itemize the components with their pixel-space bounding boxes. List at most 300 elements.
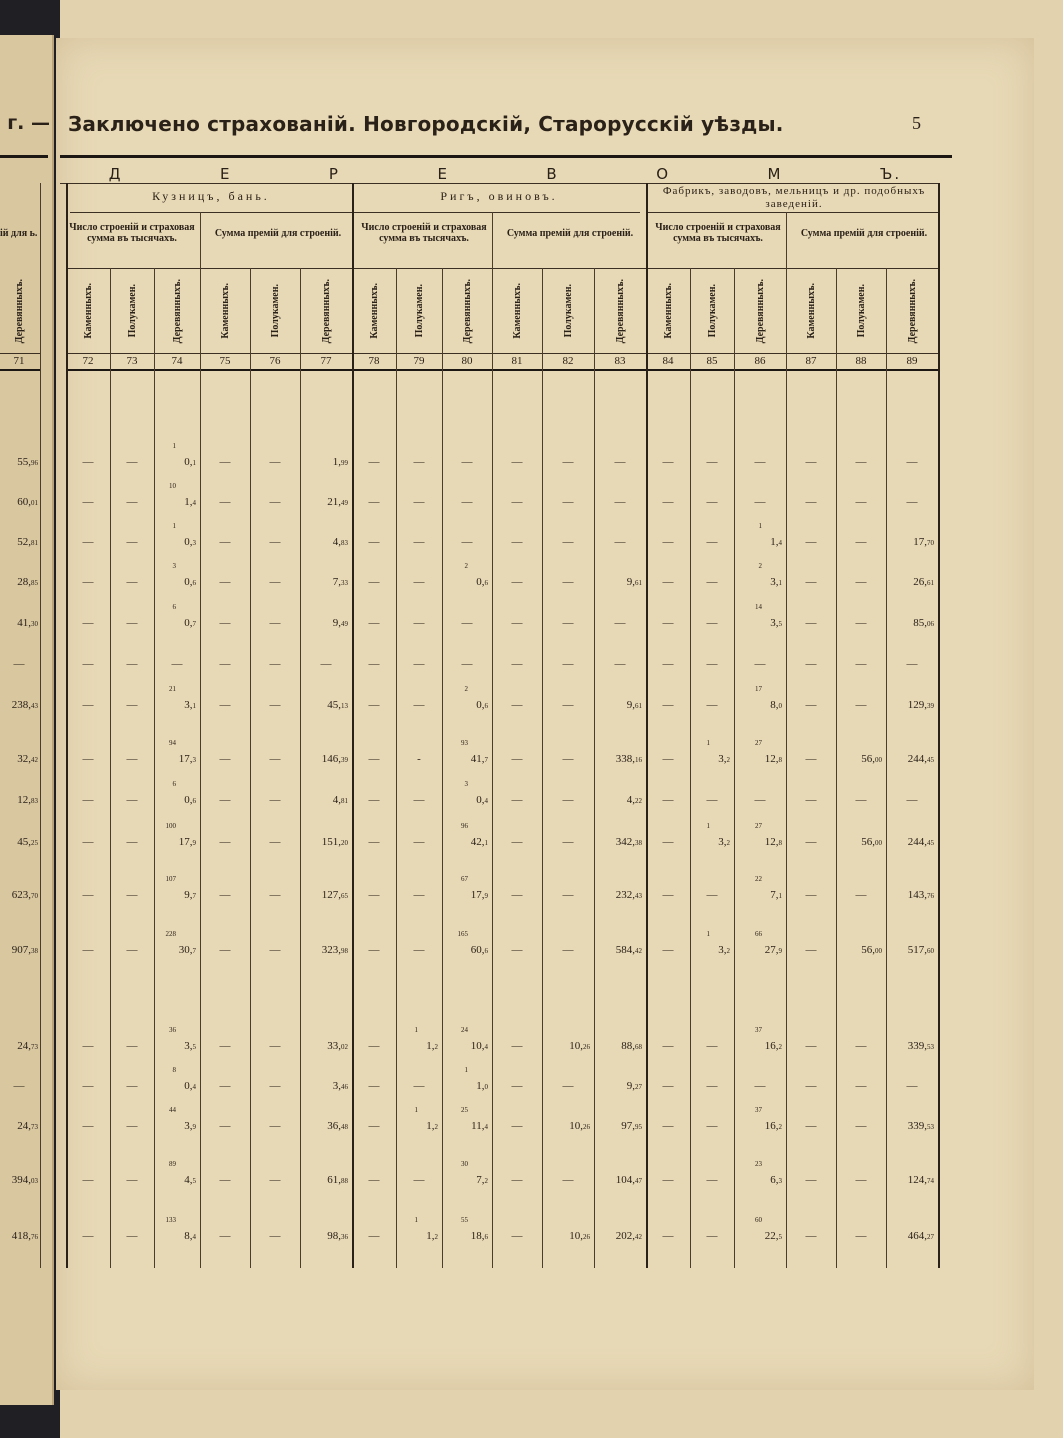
cell-dash: — xyxy=(413,889,425,901)
cell-count: 2 xyxy=(758,562,762,570)
cell-dash: — xyxy=(614,617,626,629)
cell-dash: — xyxy=(754,496,766,508)
facing-page xyxy=(0,35,54,1405)
cell-dash: — xyxy=(413,536,425,548)
subheader-premium-3: Сумма премій для строеній. xyxy=(800,228,928,239)
cell-dash: — xyxy=(706,456,718,468)
cell-dash: — xyxy=(855,1120,867,1132)
column-divider xyxy=(300,268,301,1268)
cell-dash: — xyxy=(126,889,138,901)
cell-dash: — xyxy=(269,617,281,629)
column-label xyxy=(200,270,250,352)
cell-dash: — xyxy=(511,617,523,629)
cell-dash: — xyxy=(126,1174,138,1186)
facing-header-rule xyxy=(0,155,48,158)
cell-dash: — xyxy=(219,794,231,806)
facing-value: 623,70 xyxy=(11,889,38,901)
cell-dash: — xyxy=(662,699,674,711)
cell-value: 339,53 xyxy=(907,1040,934,1052)
cell-dash: — xyxy=(906,658,918,670)
facing-colnum-rule xyxy=(0,369,40,371)
cell-dash: — xyxy=(269,1174,281,1186)
cell-dash: — xyxy=(126,1120,138,1132)
cell-dash: — xyxy=(906,496,918,508)
cell-dash: — xyxy=(269,889,281,901)
column-number: 76 xyxy=(269,355,281,367)
cell-dash: — xyxy=(82,496,94,508)
cell-value: 33,02 xyxy=(327,1040,348,1052)
cell-dash: — xyxy=(855,456,867,468)
cell-dash: — xyxy=(82,1040,94,1052)
cell-value: 4,81 xyxy=(332,794,348,806)
cell-value: 3,1 xyxy=(770,576,782,588)
column-number: 83 xyxy=(614,355,626,367)
cell-dash: — xyxy=(706,889,718,901)
cell-dash: — xyxy=(855,1040,867,1052)
column-label xyxy=(646,270,690,352)
cell-count: 96 xyxy=(461,822,468,830)
facing-value: 238,43 xyxy=(11,699,38,711)
cell-dash: — xyxy=(82,794,94,806)
cell-dash: — xyxy=(368,1040,380,1052)
cell-dash: — xyxy=(662,496,674,508)
column-number: 78 xyxy=(368,355,380,367)
cell-value: 17,9 xyxy=(470,889,488,901)
cell-dash: — xyxy=(511,1230,523,1242)
cell-count: 133 xyxy=(165,1216,176,1224)
cell-dash: — xyxy=(855,1230,867,1242)
cell-value: 202,42 xyxy=(615,1230,642,1242)
cell-count: 37 xyxy=(755,1106,762,1114)
column-label xyxy=(154,270,200,352)
cell-dash: — xyxy=(413,496,425,508)
cell-dash: — xyxy=(219,1080,231,1092)
column-label xyxy=(690,270,734,352)
cell-value: 10,4 xyxy=(470,1040,488,1052)
cell-value: 85,06 xyxy=(913,617,934,629)
cell-count: 2 xyxy=(464,562,468,570)
cell-dash: — xyxy=(562,753,574,765)
cell-dash: — xyxy=(219,836,231,848)
cell-dash: — xyxy=(805,1080,817,1092)
section-title-letter: Е xyxy=(219,165,232,183)
column-divider xyxy=(786,212,787,1268)
cell-dash: — xyxy=(662,794,674,806)
cell-count: 165 xyxy=(457,930,468,938)
facing-value: — xyxy=(13,1080,25,1092)
cell-dash: — xyxy=(662,1174,674,1186)
section-title-letter: В xyxy=(546,165,559,183)
section-title-letter: О xyxy=(656,165,670,183)
column-number: 75 xyxy=(219,355,231,367)
cell-value: 45,13 xyxy=(327,699,348,711)
column-divider xyxy=(154,268,155,1268)
cell-dash: — xyxy=(562,456,574,468)
cell-dash: — xyxy=(461,496,473,508)
column-divider xyxy=(836,268,837,1268)
cell-dash: — xyxy=(413,794,425,806)
column-label xyxy=(542,270,594,352)
column-label-text: Каменныхъ. xyxy=(219,283,231,339)
cell-dash: — xyxy=(126,658,138,670)
cell-dash: — xyxy=(269,753,281,765)
cell-dash: — xyxy=(126,1230,138,1242)
cell-dash: — xyxy=(413,576,425,588)
column-label xyxy=(300,270,352,352)
cell-value: 3,5 xyxy=(184,1040,196,1052)
cell-value: 1,2 xyxy=(426,1040,438,1052)
cell-count: 100 xyxy=(165,822,176,830)
cell-dash: — xyxy=(368,944,380,956)
cell-value: 3,2 xyxy=(718,836,730,848)
cell-dash: — xyxy=(562,658,574,670)
cell-count: 1 xyxy=(464,1066,468,1074)
cell-count: 228 xyxy=(165,930,176,938)
cell-dash: — xyxy=(82,1230,94,1242)
cell-dash: — xyxy=(368,456,380,468)
cell-value: 151,20 xyxy=(321,836,348,848)
cell-value: 9,27 xyxy=(626,1080,642,1092)
column-divider xyxy=(110,268,111,1268)
facing-value: 907,38 xyxy=(11,944,38,956)
cell-value: 41,7 xyxy=(470,753,488,765)
facing-value: 418,76 xyxy=(11,1230,38,1242)
cell-dash: — xyxy=(82,658,94,670)
cell-dash: — xyxy=(855,576,867,588)
cell-value: 3,2 xyxy=(718,944,730,956)
cell-dash: — xyxy=(368,658,380,670)
cell-dash: — xyxy=(855,496,867,508)
facing-value: 24,73 xyxy=(17,1120,38,1132)
cell-dash: — xyxy=(126,794,138,806)
facing-value: 12,83 xyxy=(17,794,38,806)
cell-dash: — xyxy=(562,794,574,806)
cell-value: 584,42 xyxy=(615,944,642,956)
cell-value: 3,2 xyxy=(718,753,730,765)
cell-dash: — xyxy=(614,536,626,548)
cell-dash: — xyxy=(805,836,817,848)
column-label xyxy=(786,270,836,352)
facing-value: 24,73 xyxy=(17,1040,38,1052)
cell-dash: — xyxy=(126,1080,138,1092)
cell-value: 3,9 xyxy=(184,1120,196,1132)
cell-count: 6 xyxy=(172,780,176,788)
cell-value: 11,4 xyxy=(471,1120,488,1132)
cell-count: 93 xyxy=(461,739,468,747)
cell-dash: — xyxy=(511,1174,523,1186)
cell-dash: — xyxy=(511,794,523,806)
column-label-text: Деревянныхъ. xyxy=(754,278,766,344)
section-title-letter: М xyxy=(767,165,783,183)
cell-value: 17,3 xyxy=(178,753,196,765)
cell-dash: — xyxy=(219,1120,231,1132)
cell-value: 16,2 xyxy=(764,1120,782,1132)
subheader-count-1: Число строеній и страховая сумма въ тысячахъ. xyxy=(69,222,195,244)
cell-dash: — xyxy=(754,658,766,670)
cell-dash: — xyxy=(82,889,94,901)
cell-dash: — xyxy=(662,576,674,588)
cell-dash: — xyxy=(805,658,817,670)
cell-dash: — xyxy=(805,496,817,508)
cell-value: 56,00 xyxy=(861,836,882,848)
cell-dash: — xyxy=(562,536,574,548)
cell-count: 1 xyxy=(414,1026,418,1034)
cell-dash: — xyxy=(413,836,425,848)
cell-dash: — xyxy=(269,576,281,588)
cell-dash: — xyxy=(754,794,766,806)
cell-dash: — xyxy=(368,536,380,548)
facing-value: 45,25 xyxy=(17,836,38,848)
cell-dash: — xyxy=(413,456,425,468)
cell-count: 1 xyxy=(172,442,176,450)
column-label-text: Каменныхъ. xyxy=(805,283,817,339)
cell-dash: — xyxy=(562,1080,574,1092)
cell-dash: — xyxy=(368,617,380,629)
group-header-factories: Фабрикъ, заводовъ, мельницъ и др. подобныхъ заведеній. xyxy=(662,185,926,210)
cell-value: 27,9 xyxy=(764,944,782,956)
column-divider xyxy=(492,212,493,1268)
colnum-rule xyxy=(66,369,938,371)
cell-value: 18,6 xyxy=(470,1230,488,1242)
cell-count: 89 xyxy=(169,1160,176,1168)
cell-dash: — xyxy=(219,944,231,956)
column-label-text: Деревянныхъ. xyxy=(320,278,332,344)
cell-count: 21 xyxy=(169,685,176,693)
cell-value: 42,1 xyxy=(470,836,488,848)
column-divider xyxy=(886,268,887,1268)
cell-value: 1,2 xyxy=(426,1120,438,1132)
cell-dash: — xyxy=(906,1080,918,1092)
cell-value: 4,5 xyxy=(184,1174,196,1186)
cell-dash: — xyxy=(662,1040,674,1052)
cell-dash: — xyxy=(82,836,94,848)
cell-value: 0,1 xyxy=(184,456,196,468)
cell-count: 1 xyxy=(706,822,710,830)
cell-dash: — xyxy=(269,1080,281,1092)
cell-dash: — xyxy=(855,536,867,548)
cell-dash: — xyxy=(126,576,138,588)
page-title: Заключено страхованій. Новгородскій, Старорусскій уѣзды. xyxy=(68,112,784,136)
group-header-forges: Кузницъ, бань. xyxy=(152,189,270,203)
column-label xyxy=(734,270,786,352)
cell-dash: — xyxy=(855,889,867,901)
cell-value: 10,26 xyxy=(569,1230,590,1242)
cell-dash: — xyxy=(219,456,231,468)
cell-dash: — xyxy=(511,753,523,765)
cell-value: 1,4 xyxy=(770,536,782,548)
cell-count: 22 xyxy=(755,875,762,883)
page-number: 5 xyxy=(912,113,921,133)
facing-value: 55,96 xyxy=(17,456,38,468)
cell-value: 1,99 xyxy=(332,456,348,468)
group-header-barns: Ригъ, овиновъ. xyxy=(440,189,558,203)
facing-col-label: Деревянныхъ. xyxy=(13,278,25,344)
cell-dash: — xyxy=(82,944,94,956)
cell-value: 10,26 xyxy=(569,1040,590,1052)
cell-dash: — xyxy=(461,536,473,548)
cell-count: 1 xyxy=(706,930,710,938)
cell-dash: — xyxy=(126,1040,138,1052)
cell-dash: — xyxy=(562,576,574,588)
column-label xyxy=(886,270,938,352)
cell-dash: — xyxy=(706,1120,718,1132)
cell-dash: — xyxy=(368,699,380,711)
cell-value: 36,48 xyxy=(327,1120,348,1132)
column-divider xyxy=(442,268,443,1268)
column-label-text: Полукамен. xyxy=(855,284,867,338)
cell-dash: — xyxy=(461,456,473,468)
cell-dash: — xyxy=(82,536,94,548)
cell-dash: — xyxy=(855,1080,867,1092)
column-divider xyxy=(250,268,251,1268)
column-label-text: Деревянныхъ. xyxy=(614,278,626,344)
cell-dash: — xyxy=(269,944,281,956)
cell-dash: — xyxy=(219,1174,231,1186)
column-label xyxy=(110,270,154,352)
cell-dash: — xyxy=(706,1040,718,1052)
cell-dash: — xyxy=(368,496,380,508)
cell-dash: — xyxy=(562,836,574,848)
cell-dash: — xyxy=(805,1040,817,1052)
cell-value: 9,49 xyxy=(332,617,348,629)
cell-dash: — xyxy=(269,836,281,848)
cell-dash: — xyxy=(171,658,183,670)
cell-count: 1 xyxy=(706,739,710,747)
cell-dash: — xyxy=(126,753,138,765)
cell-dash: — xyxy=(368,889,380,901)
cell-count: 27 xyxy=(755,739,762,747)
cell-dash: — xyxy=(126,836,138,848)
cell-count: 10 xyxy=(169,482,176,490)
cell-dash: — xyxy=(562,617,574,629)
cell-value: 7,2 xyxy=(476,1174,488,1186)
cell-value: 0,4 xyxy=(476,794,488,806)
column-number: 73 xyxy=(126,355,138,367)
cell-dash: — xyxy=(126,699,138,711)
cell-dash: — xyxy=(413,699,425,711)
cell-dash: — xyxy=(269,658,281,670)
cell-count: 30 xyxy=(461,1160,468,1168)
cell-count: 107 xyxy=(165,875,176,883)
cell-dash: — xyxy=(511,496,523,508)
cell-dash: — xyxy=(82,1080,94,1092)
page xyxy=(56,38,1034,1390)
cell-count: 27 xyxy=(755,822,762,830)
cell-dash: — xyxy=(82,576,94,588)
cell-dash: — xyxy=(662,456,674,468)
cell-dash: — xyxy=(269,794,281,806)
cell-value: 342,38 xyxy=(615,836,642,848)
cell-value: 0,3 xyxy=(184,536,196,548)
cell-dash: — xyxy=(126,617,138,629)
cell-dash: — xyxy=(805,617,817,629)
cell-dash: — xyxy=(269,536,281,548)
cell-value: 12,8 xyxy=(764,836,782,848)
cell-dash: — xyxy=(368,836,380,848)
facing-col-number: 71 xyxy=(13,355,25,367)
subheader-premium-1: Сумма премій для строеній. xyxy=(214,228,342,239)
cell-value: 56,00 xyxy=(861,753,882,765)
cell-dash: — xyxy=(562,944,574,956)
subheader-premium-2: Сумма премій для строеній. xyxy=(506,228,634,239)
cell-dash: — xyxy=(706,658,718,670)
column-label xyxy=(594,270,646,352)
column-divider xyxy=(734,268,735,1268)
cell-value: 3,46 xyxy=(332,1080,348,1092)
cell-dash: — xyxy=(706,1080,718,1092)
cell-dash: — xyxy=(805,576,817,588)
cell-value: 4,83 xyxy=(332,536,348,548)
cell-dash: — xyxy=(562,1174,574,1186)
cell-count: 8 xyxy=(172,1066,176,1074)
cell-dash: - xyxy=(417,753,421,765)
subgroup-rule xyxy=(66,268,938,269)
cell-value: 0,6 xyxy=(476,576,488,588)
column-number: 74 xyxy=(171,355,183,367)
cell-dash: — xyxy=(805,699,817,711)
cell-count: 6 xyxy=(172,603,176,611)
cell-value: 98,36 xyxy=(327,1230,348,1242)
cell-count: 37 xyxy=(755,1026,762,1034)
cell-dash: — xyxy=(320,658,332,670)
cell-count: 1 xyxy=(758,522,762,530)
cell-dash: — xyxy=(662,944,674,956)
cell-count: 67 xyxy=(461,875,468,883)
cell-value: 338,16 xyxy=(615,753,642,765)
cell-value: 232,43 xyxy=(615,889,642,901)
cell-value: 7,1 xyxy=(770,889,782,901)
cell-dash: — xyxy=(126,944,138,956)
cell-dash: — xyxy=(706,1174,718,1186)
column-label-text: Каменныхъ. xyxy=(368,283,380,339)
cell-dash: — xyxy=(219,617,231,629)
cell-dash: — xyxy=(805,536,817,548)
cell-count: 1 xyxy=(414,1216,418,1224)
cell-dash: — xyxy=(511,1080,523,1092)
cell-dash: — xyxy=(511,1040,523,1052)
cell-dash: — xyxy=(219,536,231,548)
column-label-text: Каменныхъ. xyxy=(511,283,523,339)
cell-dash: — xyxy=(413,617,425,629)
section-title-letter: Р xyxy=(328,165,340,183)
cell-dash: — xyxy=(614,658,626,670)
cell-value: 12,8 xyxy=(764,753,782,765)
cell-dash: — xyxy=(219,1230,231,1242)
column-label-text: Каменныхъ. xyxy=(82,283,94,339)
cell-dash: — xyxy=(754,1080,766,1092)
column-label-text: Полукамен. xyxy=(126,284,138,338)
section-title-letter: Е xyxy=(437,165,449,183)
cell-value: 323,98 xyxy=(321,944,348,956)
cell-value: 9,7 xyxy=(184,889,196,901)
cell-dash: — xyxy=(662,1230,674,1242)
column-label-text: Каменныхъ. xyxy=(662,283,674,339)
cell-value: 143,76 xyxy=(907,889,934,901)
cell-dash: — xyxy=(906,794,918,806)
cell-dash: — xyxy=(805,753,817,765)
cell-dash: — xyxy=(662,889,674,901)
cell-dash: — xyxy=(219,889,231,901)
cell-dash: — xyxy=(511,1120,523,1132)
cell-dash: — xyxy=(126,456,138,468)
facing-page-title-fragment: г. — xyxy=(7,112,50,134)
column-number: 85 xyxy=(706,355,718,367)
cell-dash: — xyxy=(906,456,918,468)
column-number: 84 xyxy=(662,355,674,367)
header-rule xyxy=(60,155,952,158)
cell-dash: — xyxy=(368,753,380,765)
cell-dash: — xyxy=(855,658,867,670)
